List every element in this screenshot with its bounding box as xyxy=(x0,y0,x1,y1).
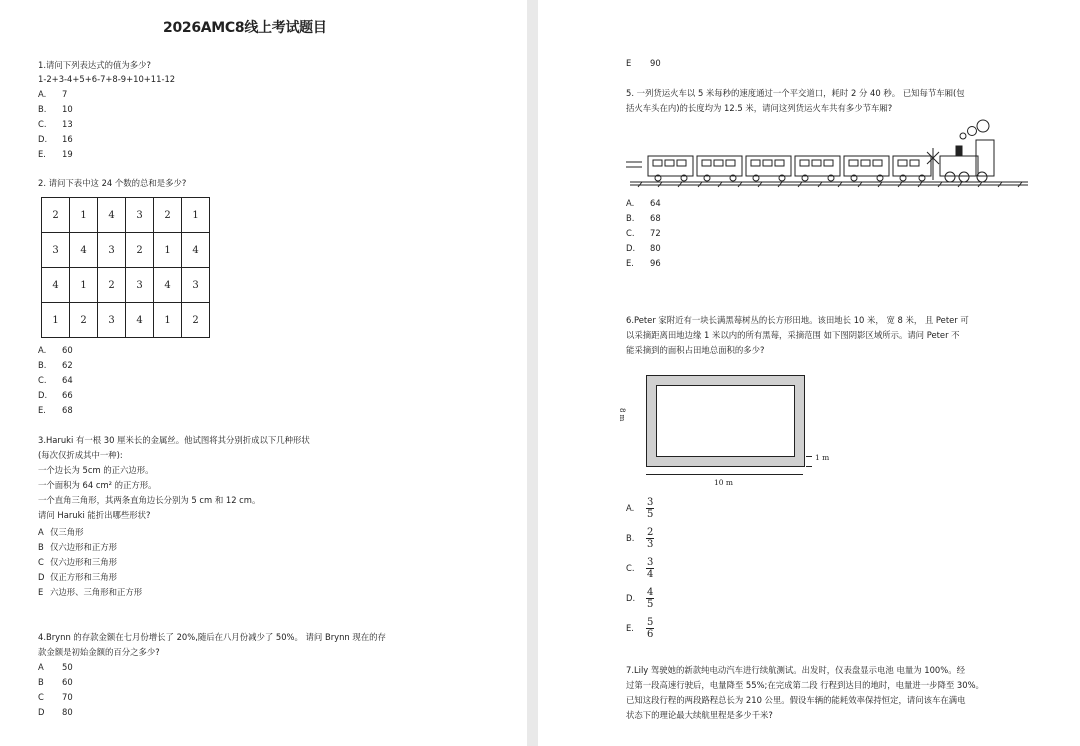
grid-cell: 3 xyxy=(126,268,154,303)
option[interactable]: D. 80 xyxy=(626,243,661,253)
option[interactable]: B. $\frac{2}{3}$ xyxy=(626,527,654,550)
option[interactable]: E. 96 xyxy=(626,258,661,268)
grid-cell: 2 xyxy=(154,198,182,233)
question-2-stem: 2. 请问下表中这 24 个数的总和是多少? xyxy=(38,178,187,188)
option[interactable]: E. 19 xyxy=(38,149,73,159)
option[interactable]: D 80 xyxy=(38,707,73,717)
question-1-stem: 1.请问下列表达式的值为多少? xyxy=(38,60,151,70)
option[interactable]: C 仅六边形和三角形 xyxy=(38,557,117,567)
height-label: 8 m xyxy=(618,408,626,422)
margin-label: 1 m xyxy=(815,453,830,462)
grid-cell: 2 xyxy=(42,198,70,233)
grid-cell: 1 xyxy=(42,303,70,338)
option[interactable]: E 90 xyxy=(626,58,661,68)
option[interactable]: C. 64 xyxy=(38,375,73,385)
grid-cell: 2 xyxy=(70,303,98,338)
grid-cell: 1 xyxy=(154,233,182,268)
question-6-options xyxy=(626,497,654,647)
option[interactable]: A 仅三角形 xyxy=(38,527,84,537)
grid-cell: 4 xyxy=(154,268,182,303)
option[interactable]: B. 68 xyxy=(626,213,661,223)
question-7-stem: 7.Lily 驾驶她的新款纯电动汽车进行续航测试。出发时，仪表盘显示电池 电量为 100%。经 过第一段高速行驶后，电量降至 55%;在完成第二段 行程到达目的地时，电量进一步降至 30%。 已知这段行程的两段路程总长为 210 公里。假设车辆的能耗效率保持恒定，请问该车在满电 状态下的理论最大续航里程是多少千米? xyxy=(626,665,984,720)
question-6-stem: 6.Peter 家附近有一块长满黑莓树丛的长方形田地。该田地长 10 米， 宽 8 米， 且 Peter 可 以采摘距离田地边缘 1 米以内的所有黑莓，采摘范围 如下图阴影区域所示。请问 Peter 不 能采摘到的面积占田地总面积的多少? xyxy=(626,315,969,355)
grid-cell: 1 xyxy=(182,198,210,233)
option[interactable]: B 仅六边形和正方形 xyxy=(38,542,117,552)
option[interactable]: C 70 xyxy=(38,692,73,702)
option[interactable]: C. $\frac{3}{4}$ xyxy=(626,557,654,580)
grid-cell: 3 xyxy=(98,303,126,338)
page-title: 2026AMC8线上考试题目 xyxy=(163,20,327,36)
option[interactable]: E 六边形、三角形和正方形 xyxy=(38,587,143,597)
question-5-options xyxy=(626,196,661,271)
number-grid xyxy=(41,197,210,338)
question-4-stem: 4.Brynn 的存款金额在七月份增长了 20%,随后在八月份减少了 50%。 请问 Brynn 现在的存 款金额是初始金额的百分之多少? xyxy=(38,632,386,657)
margin-marker xyxy=(806,456,812,467)
option[interactable]: A 50 xyxy=(38,662,73,672)
option[interactable]: A. 7 xyxy=(38,89,68,99)
grid-cell: 1 xyxy=(70,268,98,303)
question-1-expression: 1-2+3-4+5+6-7+8-9+10+11-12 xyxy=(38,74,176,84)
question-5-stem: 5. 一列货运火车以 5 米每秒的速度通过一个平交道口，耗时 2 分 40 秒。 已知每节车厢(包 括火车头在内)的长度均为 12.5 米，请问这列货运火车共有多少节车厢? xyxy=(626,88,965,113)
grid-cell: 1 xyxy=(154,303,182,338)
question-1-options xyxy=(38,87,73,162)
question-4-options xyxy=(38,660,73,720)
option[interactable]: D. 16 xyxy=(38,134,73,144)
document-page-left xyxy=(0,0,527,746)
option[interactable]: A. 60 xyxy=(38,345,73,355)
option[interactable]: E. $\frac{5}{6}$ xyxy=(626,617,654,640)
grid-cell: 3 xyxy=(126,198,154,233)
option[interactable]: A. $\frac{3}{5}$ xyxy=(626,497,654,520)
width-label: 10 m xyxy=(714,478,734,487)
grid-cell: 4 xyxy=(126,303,154,338)
option[interactable]: B 60 xyxy=(38,677,73,687)
field-unreachable-area xyxy=(656,385,795,457)
width-dimension-line xyxy=(646,474,803,475)
train-illustration xyxy=(622,118,1032,190)
grid-cell: 2 xyxy=(182,303,210,338)
option[interactable]: C. 13 xyxy=(38,119,73,129)
option[interactable]: C. 72 xyxy=(626,228,661,238)
question-3-stem: 3.Haruki 有一根 30 厘米长的金属丝。他试图将其分别折成以下几种形状 (每次仅折成其中一种): 一个边长为 5cm 的正六边形。 一个面积为 64 cm² 的正方形。 一个直角三角形，其两条直角边长分别为 5 cm 和 12 cm。 请问 Haruki 能折出哪些形状? xyxy=(38,435,310,520)
option[interactable]: D 仅正方形和三角形 xyxy=(38,572,117,582)
grid-cell: 4 xyxy=(42,268,70,303)
grid-cell: 4 xyxy=(70,233,98,268)
option[interactable]: B. 10 xyxy=(38,104,73,114)
grid-cell: 1 xyxy=(70,198,98,233)
option[interactable]: D. $\frac{4}{5}$ xyxy=(626,587,654,610)
grid-cell: 3 xyxy=(42,233,70,268)
grid-cell: 3 xyxy=(98,233,126,268)
question-3-options xyxy=(38,525,142,600)
option[interactable]: A. 64 xyxy=(626,198,661,208)
field-outer-rectangle xyxy=(646,375,805,467)
option[interactable]: E. 68 xyxy=(38,405,73,415)
grid-cell: 2 xyxy=(98,268,126,303)
grid-cell: 2 xyxy=(126,233,154,268)
question-2-options xyxy=(38,343,73,418)
grid-cell: 4 xyxy=(182,233,210,268)
option[interactable]: D. 66 xyxy=(38,390,73,400)
grid-cell: 3 xyxy=(182,268,210,303)
document-page-right xyxy=(538,0,1080,746)
grid-cell: 4 xyxy=(98,198,126,233)
option[interactable]: B. 62 xyxy=(38,360,73,370)
